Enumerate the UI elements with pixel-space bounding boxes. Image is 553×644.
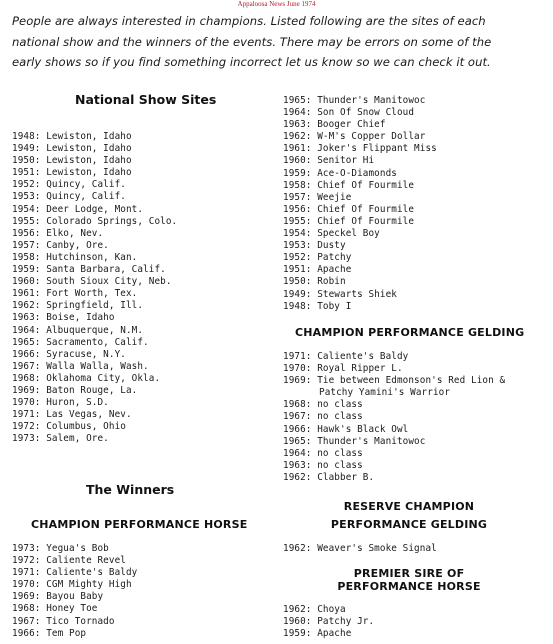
list-item: 1957: Canby, Ore.: [12, 239, 109, 251]
year-label: 1960: [283, 155, 306, 167]
year-label: 1953: [283, 240, 306, 252]
year-label: 1969: [12, 384, 35, 396]
entry-text: Yegua's Bob: [46, 543, 109, 554]
entry-text: Sacramento, Calif.: [46, 336, 149, 348]
entry-text: Albuquerque, N.M.: [46, 324, 144, 336]
year-label: 1955: [12, 215, 35, 227]
entry-text: Colorado Springs, Colo.: [46, 215, 178, 227]
list-item: 1951: Apache: [283, 264, 352, 276]
list-item: 1963: no class: [283, 459, 363, 471]
list-item: 1973: Yegua's Bob: [12, 543, 109, 554]
source-caption: Appaloosa News June 1974: [237, 0, 316, 8]
entry-text: Santa Barbara, Calif.: [46, 264, 166, 276]
year-label: 1966: [12, 348, 35, 360]
year-label: 1961: [12, 288, 35, 300]
reserve-champion-heading: RESERVE CHAMPION: [343, 500, 475, 513]
entry-text: Quincy, Calif.: [46, 191, 126, 203]
list-item: 1949: Lewiston, Idaho: [12, 143, 132, 155]
list-item: 1966: Syracuse, N.Y.: [12, 348, 126, 360]
year-label: 1956: [283, 203, 306, 215]
year-label: 1953: [12, 191, 35, 203]
list-item: 1963: Boise, Idaho: [12, 312, 115, 324]
list-item: 1962: Clabber B.: [283, 471, 375, 483]
year-label: 1964: [283, 107, 306, 119]
entry-text: Booger Chief: [317, 119, 386, 131]
year-label: 1952: [12, 179, 35, 191]
year-label: 1968: [12, 603, 35, 615]
champion-performance-gelding-list: [283, 351, 505, 484]
list-item: 1948: Toby I: [283, 300, 352, 312]
year-label: 1969: [12, 591, 35, 603]
year-label: 1959: [283, 628, 306, 640]
entry-text: CGM Mighty High: [46, 579, 132, 591]
year-label: 1968: [12, 372, 35, 384]
list-item: 1952: Quincy, Calif.: [12, 179, 126, 191]
entry-text: Las Vegas, Nev.: [46, 409, 132, 421]
list-item: 1964: Albuquerque, N.M.: [12, 324, 144, 336]
entry-text: Hawk's Black Owl: [317, 423, 409, 435]
list-item: 1970: Huron, S.D.: [12, 397, 109, 409]
list-item: 1967: Walla Walla, Wash.: [12, 360, 149, 372]
entry-text: Springfield, Ill.: [46, 300, 144, 312]
intro-line: national show and the winners of the events. There may be errors on some of the: [12, 34, 492, 49]
year-label: 1949: [283, 288, 306, 300]
entry-text: Stewarts Shiek: [317, 288, 397, 300]
list-item: 1951: Lewiston, Idaho: [12, 167, 132, 179]
list-item: 1966: Tem Pop: [12, 627, 87, 639]
year-label: 1956: [12, 227, 35, 239]
year-label: 1965: [283, 95, 306, 106]
show-sites-list: [12, 131, 177, 445]
year-label: 1957: [12, 239, 35, 251]
list-item: 1955: Colorado Springs, Colo.: [12, 215, 178, 227]
list-item: 1960: Senitor Hi: [283, 155, 375, 167]
performance-gelding-heading: PERFORMANCE GELDING: [330, 518, 488, 531]
year-label: 1950: [12, 155, 35, 167]
entry-text: Boise, Idaho: [46, 312, 115, 324]
list-item: 1971: Caliente's Baldy: [283, 351, 409, 362]
list-item: 1969: Tie between Edmonson's Red Lion &: [283, 375, 506, 387]
list-item: 1954: Deer Lodge, Mont.: [12, 203, 144, 215]
entry-text: Salem, Ore.: [46, 433, 109, 445]
reserve-champion-performance-gelding-list: [283, 543, 437, 555]
list-item: 1962: Weaver's Smoke Signal: [283, 543, 437, 554]
list-item: 1961: Fort Worth, Tex.: [12, 288, 138, 300]
year-label: 1967: [283, 411, 306, 423]
list-item: 1950: Robin: [283, 276, 346, 288]
year-label: 1960: [283, 616, 306, 628]
entry-text: Baton Rouge, La.: [46, 384, 138, 396]
entry-text: Senitor Hi: [317, 155, 375, 167]
list-item: 1964: no class: [283, 447, 363, 459]
year-label: 1951: [12, 167, 35, 179]
entry-text: Dusty: [317, 240, 346, 252]
entry-text: Apache: [317, 264, 352, 276]
year-label: 1972: [12, 421, 35, 433]
list-item: 1969: Bayou Baby: [12, 591, 104, 603]
list-item: 1960: South Sioux City, Neb.: [12, 276, 172, 288]
premier-sire-heading: PREMIER SIRE OF: [353, 567, 465, 580]
list-item: 1972: Columbus, Ohio: [12, 421, 126, 433]
year-label: 1962: [283, 543, 306, 554]
entry-text: Honey Toe: [46, 603, 98, 615]
entry-text: Toby I: [317, 300, 352, 312]
the-winners-heading: The Winners: [86, 482, 175, 497]
entry-text: Caliente's Baldy: [46, 567, 138, 579]
entry-text: Chief Of Fourmile: [317, 215, 415, 227]
list-item: 1958: Chief Of Fourmile: [283, 179, 415, 191]
list-item: 1957: Weejie: [283, 191, 352, 203]
entry-text: no class: [317, 459, 363, 471]
list-item: 1959: Santa Barbara, Calif.: [12, 264, 166, 276]
entry-text: Tem Pop: [46, 627, 87, 639]
entry-text: Caliente's Baldy: [317, 351, 409, 362]
list-item: 1965: Sacramento, Calif.: [12, 336, 149, 348]
entry-text: Caliente Revel: [46, 555, 126, 567]
year-label: 1971: [12, 409, 35, 421]
year-label: 1966: [12, 627, 35, 639]
year-label: 1963: [283, 459, 306, 471]
year-label: 1971: [12, 567, 35, 579]
entry-text: W-M's Copper Dollar: [317, 131, 426, 143]
year-label: 1955: [283, 215, 306, 227]
year-label: 1968: [283, 399, 306, 411]
list-item: 1950: Lewiston, Idaho: [12, 155, 132, 167]
year-label: 1951: [283, 264, 306, 276]
entry-text: Quincy, Calif.: [46, 179, 126, 191]
intro-line: early shows so if you find something incorrect let us know so we can check it out.: [12, 55, 491, 69]
entry-text: Robin: [317, 276, 346, 288]
champion-performance-horse-list-continued: [283, 95, 437, 313]
list-item: 1968: Oklahoma City, Okla.: [12, 372, 161, 384]
list-item: 1952: Patchy: [283, 252, 352, 264]
entry-text: Lewiston, Idaho: [46, 143, 132, 155]
entry-text: no class: [317, 399, 363, 411]
list-item: 1970: CGM Mighty High: [12, 579, 132, 591]
year-label: 1970: [283, 363, 306, 375]
year-label: 1959: [12, 264, 35, 276]
list-item: 1949: Stewarts Shiek: [283, 288, 397, 300]
year-label: 1960: [12, 276, 35, 288]
year-label: 1962: [12, 300, 35, 312]
list-item: 1963: Booger Chief: [283, 119, 386, 131]
list-item: 1971: Caliente's Baldy: [12, 567, 138, 579]
entry-text: Lewiston, Idaho: [46, 155, 132, 167]
entry-text: Patchy: [317, 252, 352, 264]
list-item: [283, 387, 505, 399]
entry-text: Syracuse, N.Y.: [46, 348, 126, 360]
list-item: 1967: Tico Tornado: [12, 615, 115, 627]
intro-paragraph: [12, 11, 544, 73]
list-item: 1972: Caliente Revel: [12, 555, 126, 567]
champion-performance-horse-list: [12, 543, 137, 640]
list-item: 1966: Hawk's Black Owl: [283, 423, 409, 435]
entry-text: Tico Tornado: [46, 615, 115, 627]
year-label: 1952: [283, 252, 306, 264]
year-label: 1970: [12, 397, 35, 409]
entry-text: Choya: [317, 604, 346, 615]
list-item: 1956: Elko, Nev.: [12, 227, 104, 239]
year-label: 1948: [283, 300, 306, 312]
entry-text: Walla Walla, Wash.: [46, 360, 149, 372]
year-label: 1962: [283, 604, 306, 615]
entry-text: Deer Lodge, Mont.: [46, 203, 144, 215]
list-item: 1968: no class: [283, 399, 363, 411]
entry-text: Joker's Flippant Miss: [317, 143, 437, 155]
list-item: 1961: Joker's Flippant Miss: [283, 143, 437, 155]
list-item: 1962: Choya: [283, 604, 346, 615]
entry-text: Royal Ripper L.: [317, 363, 403, 375]
year-label: 1957: [283, 191, 306, 203]
national-show-sites-heading: National Show Sites: [75, 92, 217, 107]
champion-performance-horse-heading: CHAMPION PERFORMANCE HORSE: [31, 518, 248, 531]
year-label: 1965: [12, 336, 35, 348]
list-item: 1954: Speckel Boy: [283, 228, 380, 240]
year-label: 1973: [12, 543, 35, 554]
year-label: 1972: [12, 555, 35, 567]
list-item: 1962: Springfield, Ill.: [12, 300, 144, 312]
year-label: 1959: [283, 167, 306, 179]
year-label: 1970: [12, 579, 35, 591]
entry-text: Fort Worth, Tex.: [46, 288, 138, 300]
entry-text: Oklahoma City, Okla.: [46, 372, 161, 384]
list-item: 1969: Baton Rouge, La.: [12, 384, 138, 396]
year-label: 1958: [12, 251, 35, 263]
entry-text: Lewiston, Idaho: [46, 131, 132, 142]
list-item: 1956: Chief Of Fourmile: [283, 203, 415, 215]
list-item: 1968: Honey Toe: [12, 603, 98, 615]
list-item: 1959: Apache: [283, 628, 352, 640]
year-label: 1950: [283, 276, 306, 288]
entry-text: Chief Of Fourmile: [317, 203, 415, 215]
year-label: 1948: [12, 131, 35, 142]
list-item: 1953: Dusty: [283, 240, 346, 252]
list-item: 1960: Patchy Jr.: [283, 616, 375, 628]
year-label: 1966: [283, 423, 306, 435]
year-label: 1962: [283, 471, 306, 483]
year-label: 1963: [12, 312, 35, 324]
entry-text: Columbus, Ohio: [46, 421, 126, 433]
entry-text: Elko, Nev.: [46, 227, 104, 239]
list-item: 1965: Thunder's Manitowoc: [283, 95, 426, 106]
list-item: 1953: Quincy, Calif.: [12, 191, 126, 203]
list-item: 1959: Ace-O-Diamonds: [283, 167, 397, 179]
performance-horse-heading: PERFORMANCE HORSE: [337, 580, 481, 593]
list-item: 1962: W-M's Copper Dollar: [283, 131, 426, 143]
year-label: 1969: [283, 375, 306, 387]
premier-sire-list: [283, 604, 374, 640]
entry-text: Ace-O-Diamonds: [317, 167, 397, 179]
year-label: 1961: [283, 143, 306, 155]
year-label: 1958: [283, 179, 306, 191]
year-label: 1954: [283, 228, 306, 240]
year-label: 1962: [283, 131, 306, 143]
entry-text: Hutchinson, Kan.: [46, 251, 138, 263]
entry-text: Patchy Jr.: [317, 616, 375, 628]
entry-text: Clabber B.: [317, 471, 375, 483]
entry-text: Tie between Edmonson's Red Lion &: [317, 375, 506, 387]
list-item: 1965: Thunder's Manitowoc: [283, 435, 426, 447]
list-item: 1971: Las Vegas, Nev.: [12, 409, 132, 421]
entry-text: Speckel Boy: [317, 228, 380, 240]
year-label: 1967: [12, 360, 35, 372]
entry-text: Apache: [317, 628, 352, 640]
list-item: 1955: Chief Of Fourmile: [283, 215, 415, 227]
entry-text: Chief Of Fourmile: [317, 179, 415, 191]
year-label: 1965: [283, 435, 306, 447]
list-item: 1967: no class: [283, 411, 363, 423]
entry-text: South Sioux City, Neb.: [46, 276, 172, 288]
entry-text: Huron, S.D.: [46, 397, 109, 409]
year-label: 1954: [12, 203, 35, 215]
year-label: 1971: [283, 351, 306, 362]
entry-text: Patchy Yamini's Warrior: [319, 387, 451, 399]
champion-performance-gelding-heading: CHAMPION PERFORMANCE GELDING: [295, 326, 525, 339]
list-item: 1973: Salem, Ore.: [12, 433, 109, 445]
entry-text: Thunder's Manitowoc: [317, 435, 426, 447]
year-label: 1967: [12, 615, 35, 627]
entry-text: Thunder's Manitowoc: [317, 95, 426, 106]
entry-text: Weaver's Smoke Signal: [317, 543, 437, 554]
list-item: 1970: Royal Ripper L.: [283, 363, 403, 375]
list-item: 1948: Lewiston, Idaho: [12, 131, 132, 142]
year-label: 1963: [283, 119, 306, 131]
entry-text: no class: [317, 447, 363, 459]
year-label: 1949: [12, 143, 35, 155]
entry-text: Canby, Ore.: [46, 239, 109, 251]
intro-line: People are always interested in champions. Listed following are the sites of each: [12, 14, 486, 28]
year-label: 1964: [283, 447, 306, 459]
entry-text: no class: [317, 411, 363, 423]
list-item: 1958: Hutchinson, Kan.: [12, 251, 138, 263]
entry-text: Son Of Snow Cloud: [317, 107, 415, 119]
year-label: 1964: [12, 324, 35, 336]
entry-text: Lewiston, Idaho: [46, 167, 132, 179]
entry-text: Bayou Baby: [46, 591, 104, 603]
entry-text: Weejie: [317, 191, 352, 203]
list-item: 1964: Son Of Snow Cloud: [283, 107, 415, 119]
year-label: 1973: [12, 433, 35, 445]
